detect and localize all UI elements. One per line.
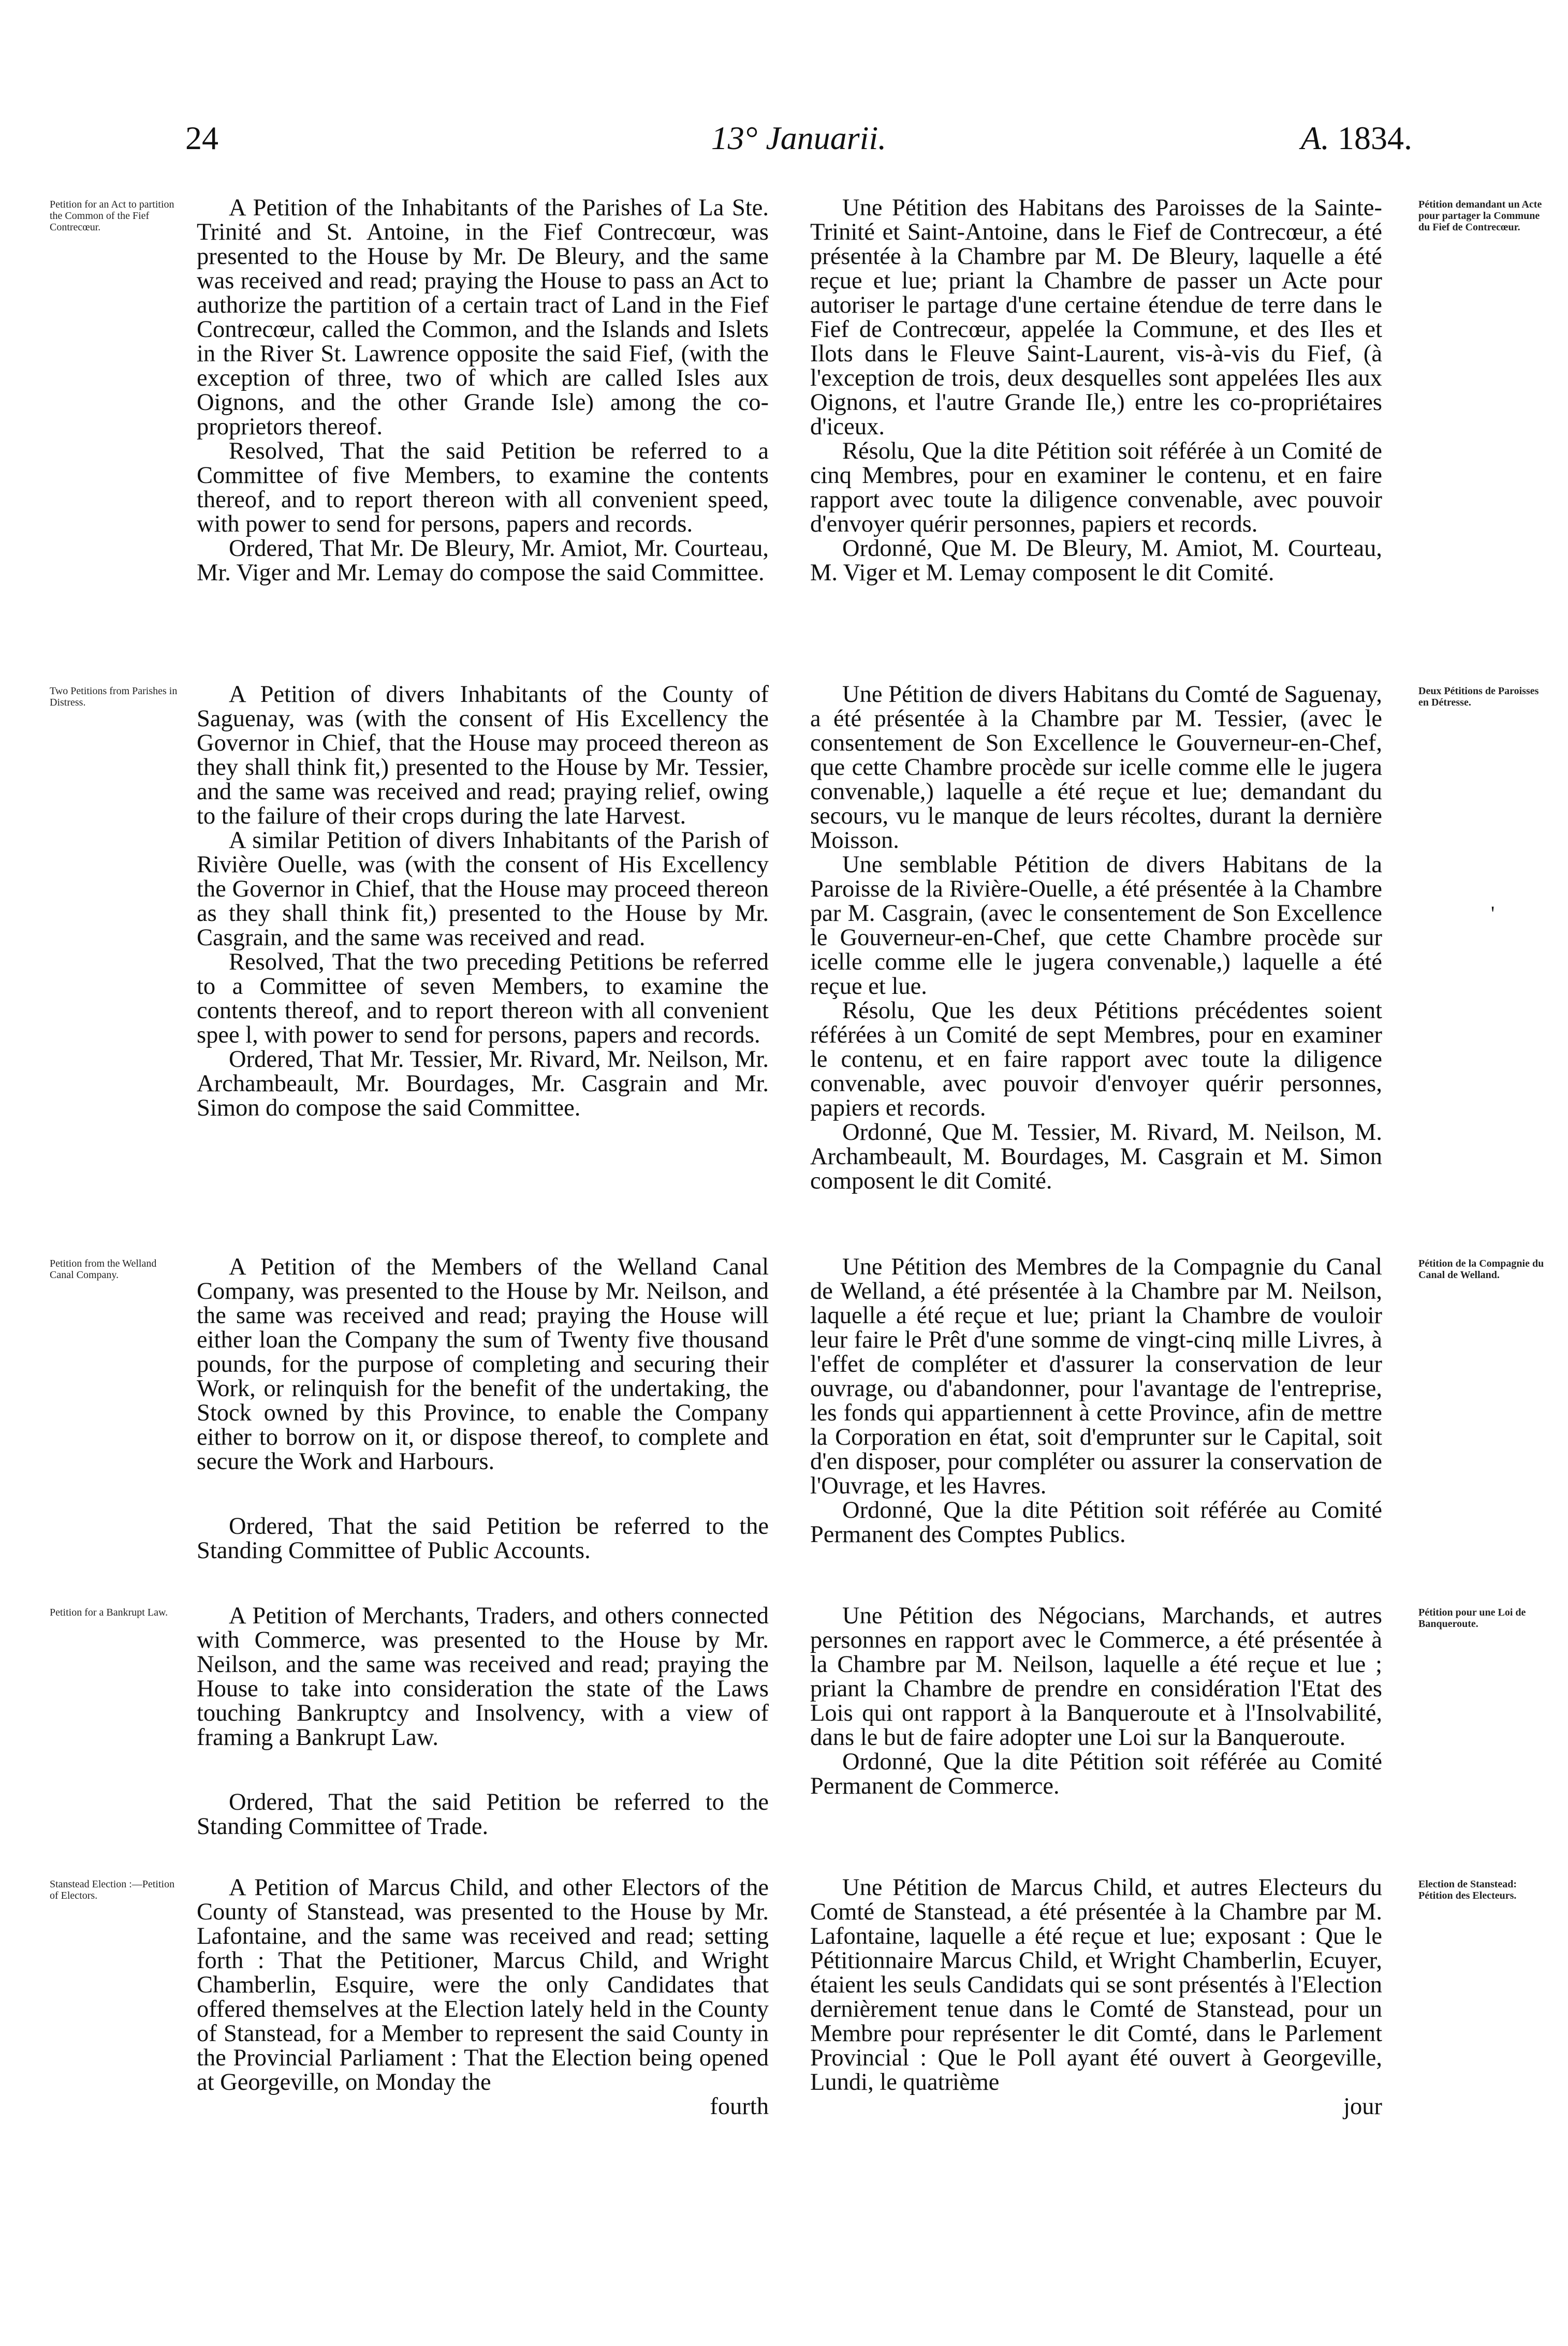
french-column — [810, 196, 1382, 585]
resolution-paragraph: Résolu, Que la dite Pétition soit référée à un Comité de cinq Membres, pour en examiner le contenu, et en faire rapport avec toute la diligence convenable, avec pouvoir d'envoyer quérir personnes, papiers et records. — [810, 438, 1382, 537]
order-paragraph: Ordonné, Que la dite Pétition soit référée au Comité Permanent de Commerce. — [810, 1749, 1382, 1799]
running-head — [185, 115, 1412, 162]
order-paragraph: Ordered, That Mr. De Bleury, Mr. Amiot, Mr. Courteau, Mr. Viger and Mr. Lemay do compose the said Committee. — [197, 535, 769, 586]
petition-paragraph: Une Pétition de Marcus Child, et autres Electeurs du Comté de Stanstead, a été présentée à la Chambre par M. Lafontaine, laquelle a été reçue et lue; exposant : Que le Pétitionnaire Marcus Child, et Wright Chamberlin, Ecuyer, étaient les seuls Candidats qui se sont présentés à l'Election dernièrement tenue dans le Comté de Stanstead, pour un Membre pour représenter le dit Comté, dans le Parlement Provincial : Que le Poll ayant été ouvert à Georgeville, Lundi, le quatrième — [810, 1874, 1382, 2095]
order-paragraph: Ordonné, Que M. Tessier, M. Rivard, M. Neilson, M. Archambeault, M. Bourdages, M. Casgrain et M. Simon composent le dit Comité. — [810, 1119, 1382, 1194]
petition-paragraph: Une Pétition des Négocians, Marchands, et autres personnes en rapport avec le Commerce, a été présentée à la Chambre par M. Neilson, laquelle a été reçue et lue ; priant la Chambre de prendre en considération l'Etat des Lois qui ont rapport à la Banqueroute et à l'Insolvabilité, dans le but de faire adopter une Loi sur la Banqueroute. — [810, 1603, 1382, 1751]
english-column — [197, 1255, 769, 1563]
page-number: 24 — [185, 120, 218, 156]
resolution-paragraph: Resolved, That the two preceding Petitions be referred to a Committee of seven Members, to examine the contents thereof, and to report thereon with all convenient spee l, with power to send for persons, papers and records. — [197, 949, 769, 1048]
english-column — [197, 196, 769, 585]
petition-paragraph: A Petition of Marcus Child, and other Electors of the County of Stanstead, was presented to the House by Mr. Lafontaine, and the same was received and read; setting forth : That the Petitioner, Marcus Child, and Wright Chamberlin, Esquire, were the only Candidates that offered themselves at the Election lately held in the County of Stanstead, for a Member to represent the said County in the Provincial Parliament : That the Election being opened at Georgeville, on Monday the — [197, 1874, 769, 2095]
margin-note-en: Stanstead Election :—Petition of Electors. — [50, 1879, 175, 1901]
english-column — [197, 1604, 769, 1839]
french-column — [810, 682, 1382, 1193]
petition-paragraph: Une Pétition des Habitans des Paroisses de la Sainte-Trinité et Saint-Antoine, dans le Fief de Contrecœur, a été présentée à la Chambre par M. De Bleury, laquelle a été reçue et lue; priant la Chambre de passer un Acte pour autoriser le partage d'une certaine étendue de terre dans le Fief de Contrecœur, appelée la Commune, et des Iles et Ilots dans le Fleuve Saint-Laurent, vis-à-vis du Fief, (à l'exception de trois, deux desquelles sont appelées Iles aux Oignons, et l'autre Grande Ile,) entre les co-propriétaires d'iceux. — [810, 195, 1382, 440]
resolution-paragraph: Resolved, That the said Petition be referred to a Committee of five Members, to examine the contents thereof, and to report thereon with all convenient speed, with power to send for persons, papers and records. — [197, 438, 769, 537]
session-date: 13° Januarii. — [711, 120, 887, 156]
stray-mark: ' — [1491, 902, 1495, 925]
margin-note-en: Petition for an Act to partition the Common of the Fief Contrecœur. — [50, 199, 174, 233]
petition-paragraph: A Petition of Merchants, Traders, and others connected with Commerce, was presented to the House by Mr. Neilson, and the same was received and read; praying the House to take into consideration the state of the Laws touching Bankruptcy and Insolvency, with a view of framing a Bankrupt Law. — [197, 1603, 769, 1751]
order-paragraph: Ordonné, Que la dite Pétition soit référée au Comité Permanent des Comptes Publics. — [810, 1497, 1382, 1548]
margin-note-en: Petition for a Bankrupt Law. — [50, 1607, 168, 1618]
english-column — [197, 682, 769, 1120]
order-paragraph: Ordered, That the said Petition be referred to the Standing Committee of Trade. — [197, 1789, 769, 1840]
petition-paragraph: A similar Petition of divers Inhabitants of the Parish of Rivière Ouelle, was (with the consent of His Excellency the Governor in Chief, that the House may proceed thereon as they shall think fit,) presented to the House by Mr. Casgrain, and the same was received and read. — [197, 827, 769, 951]
catchword: jour — [1343, 2093, 1382, 2120]
petition-paragraph: A Petition of the Inhabitants of the Parishes of La Ste. Trinité and St. Antoine, in the Fief Contrecœur, was presented to the House by Mr. De Bleury, and the same was received and read; praying the House to pass an Act to authorize the partition of a certain tract of Land in the Fief Contrecœur, called the Common, and the Islands and Islets in the River St. Lawrence opposite the said Fief, (with the exception of three, two of which are called Isles aux Oignons, and the other Grande Isle) among the co-proprietors thereof. — [197, 195, 769, 440]
margin-note-fr: Election de Stanstead: Pétition des Electeurs. — [1418, 1879, 1517, 1901]
margin-note-fr: Pétition pour une Loi de Banqueroute. — [1418, 1607, 1526, 1630]
margin-note-fr: Deux Pétitions de Paroisses en Détresse. — [1418, 685, 1539, 708]
order-paragraph: Ordered, That Mr. Tessier, Mr. Rivard, Mr. Neilson, Mr. Archambeault, Mr. Bourdages, Mr. Casgrain and Mr. Simon do compose the said Committee. — [197, 1046, 769, 1121]
petition-paragraph: A Petition of the Members of the Welland Canal Company, was presented to the House by Mr. Neilson, and the same was received and read; praying the House will either loan the Company the sum of Twenty five thousand pounds, for the purpose of completing and securing their Work, or relinquish for the benefit of the undertaking, the Stock owned by this Province, to enable the Company either to borrow on it, or dispose thereof, to complete and secure the Work and Harbours. — [197, 1254, 769, 1475]
petition-paragraph: Une Pétition des Membres de la Compagnie du Canal de Welland, a été présentée à la Chambre par M. Neilson, laquelle a été reçue et lue; priant la Chambre de vouloir leur faire le Prêt d'une somme de vingt-cinq mille Livres, à l'effet de compléter et d'assurer la conservation de leur ouvrage, ou d'abandonner, pour l'avantage de l'entreprise, les fonds qui appartiennent à cette Province, afin de mettre la Corporation en état, soit d'emprunter sur le Capital, soit d'en disposer, pour compléter ou assurer la conservation de l'Ouvrage, et les Havres. — [810, 1254, 1382, 1499]
petition-paragraph: Une semblable Pétition de divers Habitans de la Paroisse de la Rivière-Ouelle, a été présentée à la Chambre par M. Casgrain, (avec le consentement de Son Excellence le Gouverneur-en-Chef, que cette Chambre procède sur icelle comme elle le jugera convenable,) laquelle a été reçue et lue. — [810, 852, 1382, 1000]
margin-note-fr: Pétition de la Compagnie du Canal de Welland. — [1418, 1258, 1544, 1281]
petition-paragraph: Une Pétition de divers Habitans du Comté de Saguenay, a été présentée à la Chambre par M. Tessier, (avec le consentement de Son Excellence le Gouverneur-en-Chef, que cette Chambre procède sur icelle comme elle le jugera convenable,) laquelle a été reçue et lue; demandant du secours, vu le manque de leurs récoltes, durant la dernière Moisson. — [810, 681, 1382, 854]
english-column — [197, 1875, 769, 2119]
year-prefix: A. — [1300, 120, 1329, 156]
order-paragraph: Ordered, That the said Petition be referred to the Standing Committee of Public Accounts. — [197, 1513, 769, 1564]
order-paragraph: Ordonné, Que M. De Bleury, M. Amiot, M. Courteau, M. Viger et M. Lemay composent le dit Comité. — [810, 535, 1382, 586]
catchword: fourth — [710, 2093, 769, 2120]
french-column — [810, 1604, 1382, 1798]
french-column — [810, 1255, 1382, 1547]
petition-paragraph: A Petition of divers Inhabitants of the County of Saguenay, was (with the consent of His Excellency the Governor in Chief, that the House may proceed thereon as they shall think fit,) presented to the House by Mr. Tessier, and the same was received and read; praying relief, owing to the failure of their crops during the late Harvest. — [197, 681, 769, 829]
year — [1301, 115, 1412, 162]
french-column — [810, 1875, 1382, 2119]
year-value: 1834. — [1338, 120, 1412, 156]
resolution-paragraph: Résolu, Que les deux Pétitions précédentes soient référées à un Comité de sept Membres, pour en examiner le contenu, et en faire rapport avec toute la diligence convenable, avec pouvoir d'envoyer quérir personnes, papiers et records. — [810, 998, 1382, 1121]
margin-note-en: Two Petitions from Parishes in Distress. — [50, 685, 178, 708]
margin-note-en: Petition from the Welland Canal Company. — [50, 1258, 157, 1281]
margin-note-fr: Pétition demandant un Acte pour partager la Commune du Fief de Contrecœur. — [1418, 199, 1542, 233]
